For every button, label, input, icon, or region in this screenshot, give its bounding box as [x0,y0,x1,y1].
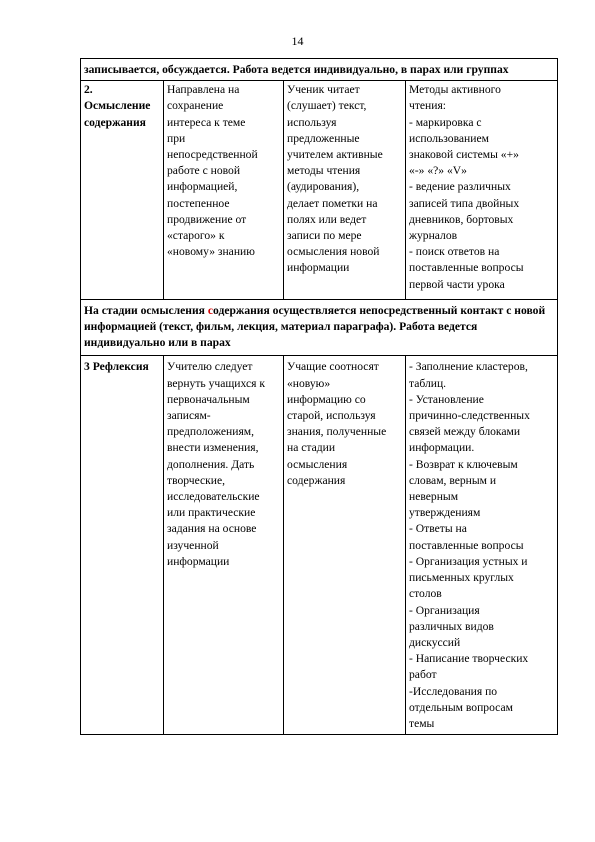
cell-text-line: Ученик читает [287,83,360,97]
cell-text-line: поставленные вопросы [409,261,524,275]
cell-text-line: Направлена на [167,83,240,97]
cell-text-line: старой, используя [287,409,376,423]
cell-text-line: - Организация устных и [409,554,528,568]
cell-text-line: первоначальным [167,392,250,406]
summary-cell [81,299,558,356]
cell-text-line: - ведение различных [409,180,511,194]
cell-text-line: - Организация [409,603,480,617]
cell-text-line: утверждениям [409,506,481,520]
cell-text-line: таблиц. [409,376,447,390]
cell-text-line: записи по мере [287,229,362,243]
cell-text-line: сохранение [167,99,224,113]
cell-text-line: - Установление [409,392,484,406]
cell-text-line: внести изменения, [167,441,259,455]
cell-text-line: информации [287,261,350,275]
cell-text-line: - Написание творческих [409,652,529,666]
cell-text-line: информацией, [167,180,238,194]
teacher-activity-cell [164,356,284,735]
cell-text-line: - Заполнение кластеров, [409,360,528,374]
cell-text-line: записям- [167,409,211,423]
cell-text-line: письменных круглых [409,571,514,585]
cell-text-line: делает пометки на [287,196,378,210]
cell-text-line: (аудирования), [287,180,360,194]
cell-text-line: «новому» знанию [167,245,255,259]
cell-text-line: вернуть учащихся к [167,376,265,390]
cell-text-line: различных видов [409,619,494,633]
stage-name: Осмысление содержания [84,99,151,129]
student-activity-cell [284,81,406,300]
cell-text-line: осмысления [287,457,348,471]
cell-text-line: полях или ведет [287,212,367,226]
cell-text-line: предложенные [287,131,360,145]
cell-text-line: -Исследования по [409,684,498,698]
cell-text-line: знания, полученные [287,425,387,439]
cell-text-line: связей между блоками [409,425,521,439]
stage-cell [81,81,164,300]
cell-text-line: задания на основе [167,522,257,536]
cell-text-line: использованием [409,131,489,145]
cell-text-line: или практические [167,506,256,520]
intro-row [81,59,558,81]
summary-text-start: На стадии осмысления [84,303,208,317]
page-number: 14 [291,34,304,48]
cell-text-line: - поиск ответов на [409,245,500,259]
intro-cell: записывается, обсуждается. Работа ведется индивидуально, в парах или группах [81,59,558,81]
cell-text-line: используя [287,115,337,129]
cell-text-line: - Ответы на [409,522,467,536]
cell-text-line: информации. [409,441,475,455]
cell-text-line: отдельным вопросам [409,700,513,714]
cell-text-line: столов [409,587,442,601]
cell-text-line: первой части урока [409,277,505,291]
cell-text-line: изученной [167,538,219,552]
cell-text-line: информацию со [287,392,366,406]
cell-text-line: журналов [409,229,458,243]
student-activity-cell [284,356,406,735]
cell-text-line: постепенное [167,196,230,210]
stage-row-reflection [81,356,558,735]
cell-text-line: осмысления новой [287,245,380,259]
methods-cell [406,356,558,735]
cell-text-line: записей типа двойных [409,196,520,210]
lesson-stages-table [80,58,558,735]
cell-text-line: предположениям, [167,425,255,439]
cell-text-line: дополнения. Дать [167,457,255,471]
cell-text-line: исследовательские [167,490,260,504]
stage-number: 2. [84,83,93,97]
cell-text-line: неверным [409,490,459,504]
cell-text-line: продвижение от [167,212,247,226]
cell-text-line: дискуссий [409,635,461,649]
cell-text-line: учителем активные [287,148,383,162]
stage-row-comprehension [81,81,558,300]
cell-text-line: «-» «?» «V» [409,164,467,178]
cell-text-line: дневников, бортовых [409,212,514,226]
cell-text-line: работе с новой [167,164,241,178]
cell-text-line: непосредственной [167,148,258,162]
cell-text-line: причинно-следственных [409,409,530,423]
cell-text-line: поставленные вопросы [409,538,524,552]
cell-text-line: чтения: [409,99,447,113]
cell-text-line: на стадии [287,441,336,455]
cell-text-line: Методы активного [409,83,501,97]
cell-text-line: «старого» к [167,229,225,243]
cell-text-line: интереса к теме [167,115,246,129]
cell-text-line: Учащие соотносят [287,360,379,374]
cell-text-line: (слушает) текст, [287,99,367,113]
methods-cell [406,81,558,300]
summary-text-end: одержания осуществляется непосредственный контакт с новой информацией (текст, фильм, лекция, материал параграфа). Работа ведется индивидуально или в парах [84,303,546,350]
cell-text-line: «новую» [287,376,331,390]
cell-text-line: содержания [287,473,346,487]
cell-text-line: темы [409,716,435,730]
cell-text-line: словам, верным и [409,473,497,487]
summary-row [81,299,558,356]
cell-text-line: творческие, [167,473,226,487]
cell-text-line: Учителю следует [167,360,253,374]
cell-text-line: методы чтения [287,164,361,178]
cell-text-line: - Возврат к ключевым [409,457,518,471]
cell-text-line: знаковой системы «+» [409,148,519,162]
cell-text-line: работ [409,668,437,682]
cell-text-line: информации [167,554,230,568]
teacher-activity-cell [164,81,284,300]
cell-text-line: - маркировка с [409,115,482,129]
summary-highlight-letter: с [207,303,213,317]
cell-text-line: при [167,131,186,145]
stage-cell: 3 Рефлексия [81,356,164,735]
